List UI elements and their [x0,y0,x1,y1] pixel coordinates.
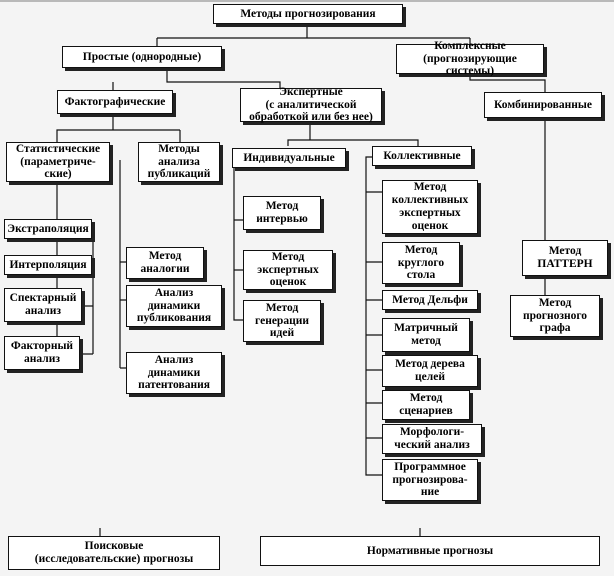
node-pattern: Метод ПАТТЕРН [522,240,608,276]
node-root: Методы прогнозирования [213,4,403,24]
node-publications: Методы анализа публикаций [138,142,220,182]
node-programmed: Программное прогнозирова- ние [382,459,478,501]
node-normative-forecasts: Нормативные прогнозы [260,536,600,566]
node-goal-tree: Метод дерева целей [382,355,478,387]
node-statistical: Статистические (параметриче- ские) [6,142,110,182]
node-collective: Коллективные [372,146,472,166]
node-forecast-graph: Метод прогнозного графа [510,295,600,337]
node-expert: Экспертные (с аналитической обработкой или без нее) [240,88,382,122]
node-factor: Факторный анализ [4,336,80,370]
node-interview: Метод интервью [243,196,321,230]
node-search-forecasts: Поисковые (исследовательские) прогнозы [8,536,220,570]
node-combined: Комбинированные [484,92,602,118]
node-analogy: Метод аналогии [126,247,204,279]
node-delphi: Метод Дельфи [382,290,478,310]
node-pub-dynamics: Анализ динамики публикования [126,285,222,327]
node-individual: Индивидуальные [232,148,346,168]
node-collective-expert: Метод коллективных экспертных оценок [382,180,478,234]
node-morphological: Морфологи- ческий анализ [382,424,482,454]
node-simple: Простые (однородные) [62,46,222,68]
node-complex: Комплексные (прогнозирующие системы) [396,44,544,74]
node-spectral: Спектарный анализ [4,288,82,322]
node-round-table: Метод круглого стола [382,242,460,284]
node-interpolation: Интерполяция [4,255,92,275]
node-extrapolation: Экстраполяция [4,219,92,239]
node-factographic: Фактографические [57,90,173,114]
node-expert-estimates: Метод экспертных оценок [243,250,333,290]
node-patent-dynamics: Анализ динамики патентования [126,352,222,394]
node-idea-generation: Метод генерации идей [243,300,321,342]
node-scenarios: Метод сценариев [382,390,470,420]
node-matrix: Матричный метод [382,318,470,352]
